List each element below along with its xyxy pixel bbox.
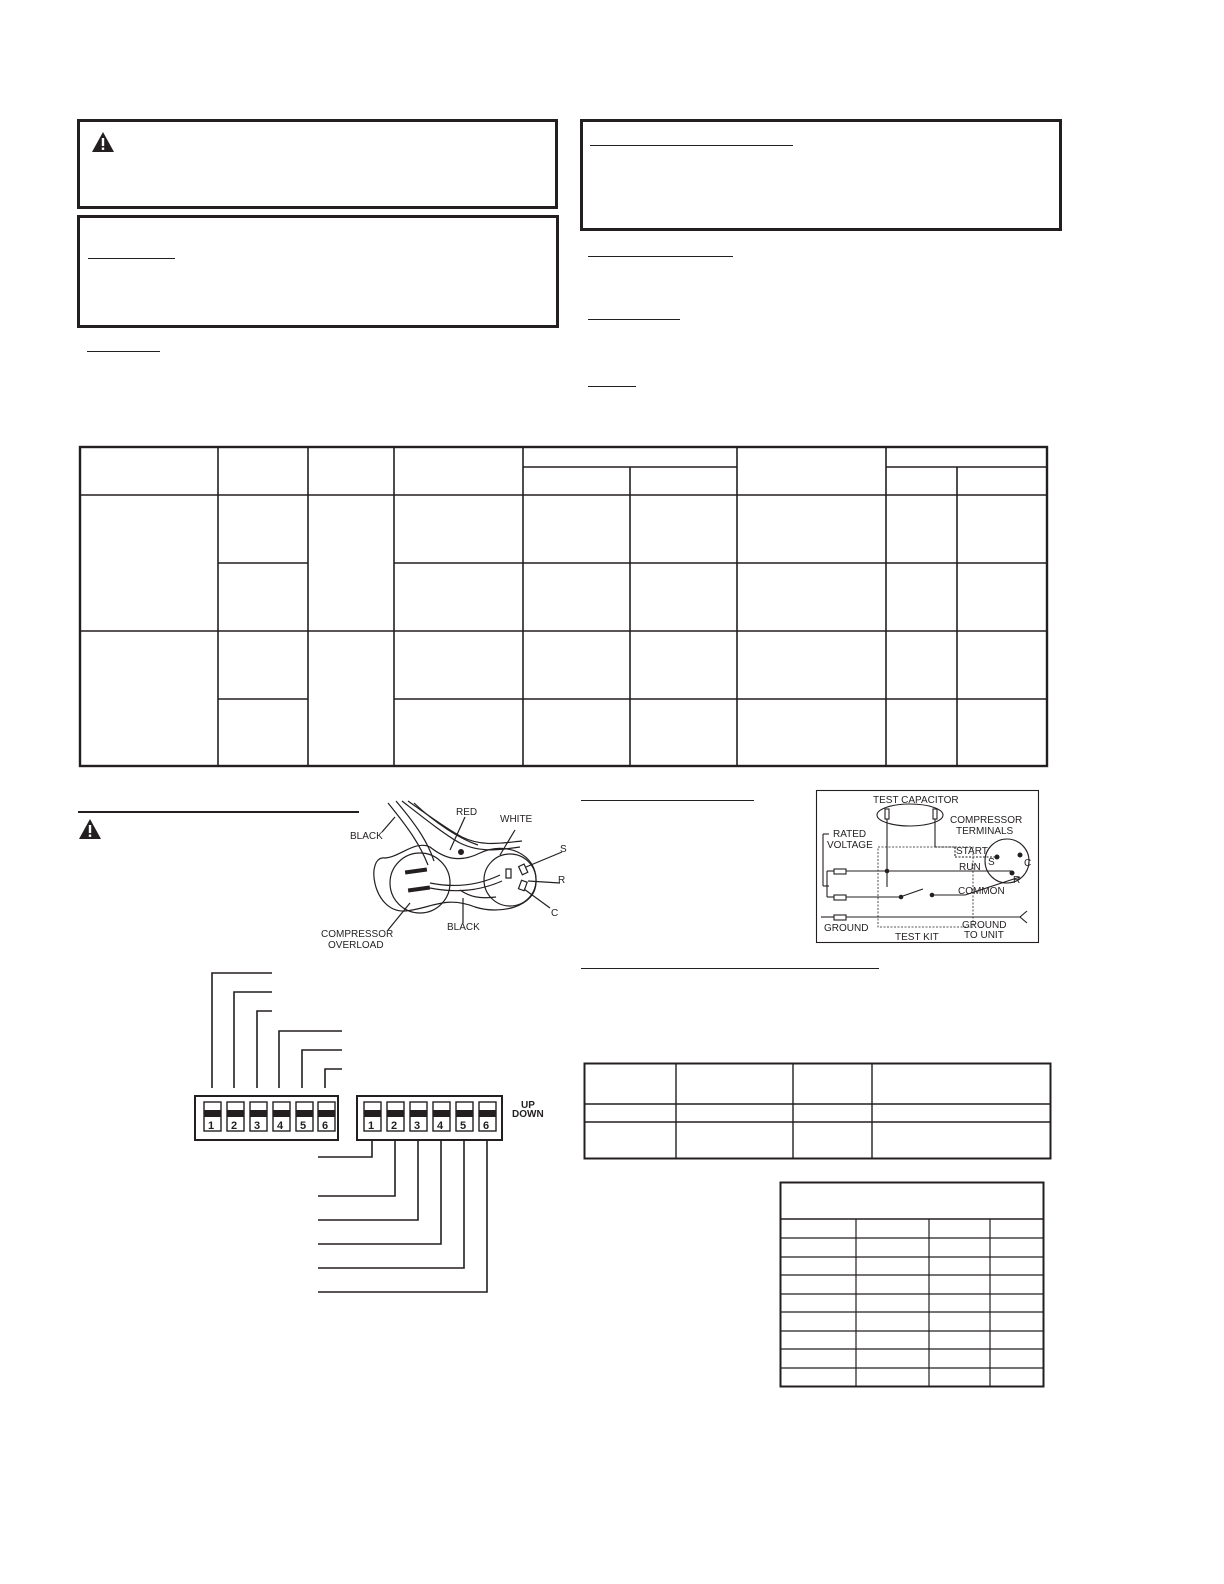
label-ground-to-unit-1: GROUND xyxy=(962,920,1007,931)
dip-b-5: 5 xyxy=(460,1120,467,1132)
section-heading-rule-left xyxy=(87,351,160,352)
notice-heading-rule-right xyxy=(590,145,793,146)
dip-a-3: 3 xyxy=(254,1120,261,1132)
dip-a-2: 2 xyxy=(231,1120,238,1132)
label-compressor: COMPRESSOR xyxy=(321,929,394,940)
capacitor-rating-table xyxy=(583,1062,1053,1162)
dip-a-6: 6 xyxy=(322,1120,329,1132)
dip-a-5: 5 xyxy=(300,1120,307,1132)
label-down: DOWN xyxy=(512,1109,544,1120)
compressor-overload-diagram xyxy=(310,795,580,960)
label-terminal-s: S xyxy=(988,857,995,868)
dip-b-2: 2 xyxy=(391,1120,398,1132)
label-terminal-c: C xyxy=(551,908,559,919)
label-terminal-c: C xyxy=(1024,858,1032,869)
label-ground-to-unit-2: TO UNIT xyxy=(964,930,1004,941)
label-test-kit: TEST KIT xyxy=(895,932,939,943)
label-red: RED xyxy=(456,807,478,818)
warning-triangle-icon xyxy=(78,818,102,840)
label-start: START xyxy=(956,846,988,857)
label-rated: RATED xyxy=(833,829,867,840)
dip-b-6: 6 xyxy=(483,1120,490,1132)
dip-b-4: 4 xyxy=(437,1120,444,1132)
dip-bank-b xyxy=(364,1102,496,1132)
notice-box-left xyxy=(77,215,559,328)
warning-box xyxy=(77,119,558,209)
section-heading-rule-r2 xyxy=(588,319,680,320)
label-voltage: VOLTAGE xyxy=(827,840,873,851)
label-black-top: BLACK xyxy=(350,831,383,842)
dip-bank-a xyxy=(204,1102,335,1132)
capacitor-test-kit-diagram xyxy=(815,789,1041,945)
label-overload: OVERLOAD xyxy=(328,940,384,951)
label-common: COMMON xyxy=(958,886,1005,897)
label-up: UP xyxy=(521,1100,535,1111)
dip-b-3: 3 xyxy=(414,1120,421,1132)
label-run: RUN xyxy=(959,862,981,873)
label-black-bottom: BLACK xyxy=(447,922,480,933)
test-kit-heading-rule xyxy=(581,800,754,801)
label-terminal-r: R xyxy=(1013,875,1021,886)
label-compressor-terminals-1: COMPRESSOR xyxy=(950,815,1023,826)
label-terminal-r: R xyxy=(558,875,566,886)
dip-switch-diagram xyxy=(190,965,560,1297)
label-white: WHITE xyxy=(500,814,533,825)
specification-table xyxy=(78,445,1050,770)
section-heading-rule-r1 xyxy=(588,256,733,257)
resistance-table xyxy=(779,1181,1046,1389)
label-terminal-s: S xyxy=(560,844,567,855)
capacitor-heading-rule xyxy=(581,968,879,969)
dip-a-1: 1 xyxy=(208,1120,215,1132)
label-ground: GROUND xyxy=(824,923,869,934)
warning-triangle-icon xyxy=(91,131,115,153)
label-test-capacitor: TEST CAPACITOR xyxy=(873,795,959,806)
notice-heading-rule xyxy=(88,258,175,259)
dip-b-1: 1 xyxy=(368,1120,375,1132)
dip-a-4: 4 xyxy=(277,1120,284,1132)
notice-box-right xyxy=(580,119,1062,231)
section-heading-rule-r3 xyxy=(588,386,636,387)
label-compressor-terminals-2: TERMINALS xyxy=(956,826,1014,837)
